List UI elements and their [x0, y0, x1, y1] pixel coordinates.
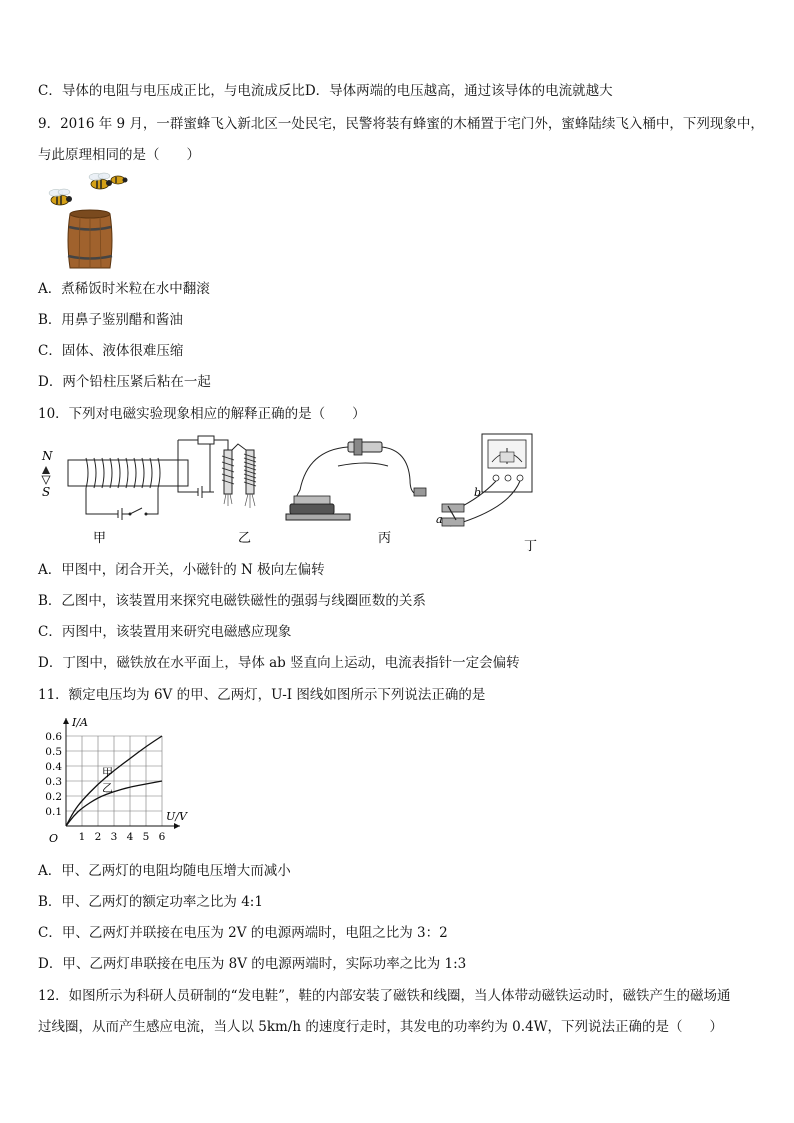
q9-option-b: B．用鼻子鉴别醋和酱油 — [38, 312, 183, 328]
bee-icon — [49, 189, 72, 205]
bees-barrel-image — [38, 172, 130, 272]
x-axis-label: U/V — [166, 810, 187, 823]
bee-icon — [111, 176, 128, 184]
barrel-icon — [68, 210, 112, 268]
y-tick-label: 0.1 — [45, 806, 62, 818]
origin-label: O — [48, 832, 58, 845]
q12-stem-line1: 12．如图所示为科研人员研制的“发电鞋”，鞋的内部安装了磁铁和线圈，当人体带动磁铁运动时，磁铁产生的磁场通 — [38, 988, 731, 1004]
q9-option-c: C．固体、液体很难压缩 — [38, 343, 184, 359]
y-axis-label: I/A — [72, 716, 88, 729]
q9-stem-line1: 9．2016 年 9 月，一群蜜蜂飞入新北区一处民宅，民警将装有蜂蜜的木桶置于宅门外，蜜蜂陆续飞入桶中，下列现象中， — [38, 116, 764, 132]
q10-option-d: D．丁图中，磁铁放在水平面上，导体 ab 竖直向上运动，电流表指针一定会偏转 — [38, 655, 520, 671]
q8-options-line — [38, 81, 613, 101]
q8-option-d: D．导体两端的电压越高，通过该导体的电流就越大 — [304, 83, 613, 99]
x-tick-label: 2 — [94, 831, 102, 843]
figure-ding — [436, 434, 537, 554]
ui-chart — [38, 712, 198, 850]
x-tick-label: 1 — [78, 831, 86, 843]
q11-stem: 11．额定电压均为 6V 的甲、乙两灯，U-I 图线如图所示下列说法正确的是 — [38, 687, 486, 703]
q11-option-a: A．甲、乙两灯的电阻均随电压增大而减小 — [38, 863, 291, 879]
y-tick-label: 0.5 — [45, 746, 62, 758]
x-axis-arrow-icon — [174, 823, 180, 829]
q12-stem-line2: 过线圈，从而产生感应电流，当人以 5km/h 的速度行走时，其发电的功率约为 0.4W，下列说法正确的是（ ） — [38, 1019, 724, 1035]
figure-label-ding: 丁 — [524, 539, 538, 554]
conductor-a-label: a — [436, 513, 443, 526]
q10-option-b: B．乙图中，该装置用来探究电磁铁磁性的强弱与线圈匝数的关系 — [38, 593, 426, 609]
q11-option-b: B．甲、乙两灯的额定功率之比为 4:1 — [38, 894, 263, 910]
q10-option-c: C．丙图中，该装置用来研究电磁感应现象 — [38, 624, 292, 640]
bee-icon — [89, 173, 112, 189]
q8-option-c: C．导体的电阻与电压成正比，与电流成反比 — [38, 83, 305, 99]
q9-option-a: A．煮稀饭时米粒在水中翻滚 — [38, 281, 210, 297]
q9-stem-line2: 与此原理相同的是（ ） — [38, 147, 200, 163]
series-label: 乙 — [102, 781, 113, 795]
x-tick-label: 3 — [110, 831, 118, 843]
q11-option-c: C．甲、乙两灯并联接在电压为 2V 的电源两端时，电阻之比为 3：2 — [38, 925, 448, 941]
y-tick-label: 0.4 — [45, 761, 62, 773]
figure-yi — [178, 436, 256, 546]
q10-option-a: A．甲图中，闭合开关，小磁针的 N 极向左偏转 — [38, 562, 325, 578]
q9-option-d: D．两个铅柱压紧后粘在一起 — [38, 374, 211, 390]
x-tick-label: 6 — [158, 831, 166, 843]
y-tick-label: 0.3 — [45, 776, 62, 788]
compass-n-label: N — [42, 449, 53, 463]
figure-label-bing: 丙 — [378, 531, 392, 546]
figure-bing — [286, 439, 426, 546]
conductor-b-label: b — [474, 486, 482, 499]
series-label: 甲 — [102, 766, 113, 779]
figure-label-yi: 乙 — [238, 531, 252, 546]
x-tick-label: 5 — [142, 831, 150, 843]
y-tick-label: 0.2 — [45, 791, 62, 803]
figure-label-jia: 甲 — [93, 531, 107, 546]
q10-figures — [38, 430, 558, 554]
compass-needle-icon — [42, 466, 50, 474]
y-tick-label: 0.6 — [45, 731, 62, 743]
figure-jia — [41, 449, 188, 546]
q10-stem: 10．下列对电磁实验现象相应的解释正确的是（ ） — [38, 406, 366, 422]
y-axis-arrow-icon — [63, 718, 69, 724]
x-tick-label: 4 — [126, 831, 134, 843]
compass-s-label: S — [42, 485, 51, 499]
q11-option-d: D．甲、乙两灯串联接在电压为 8V 的电源两端时，实际功率之比为 1:3 — [38, 956, 467, 972]
